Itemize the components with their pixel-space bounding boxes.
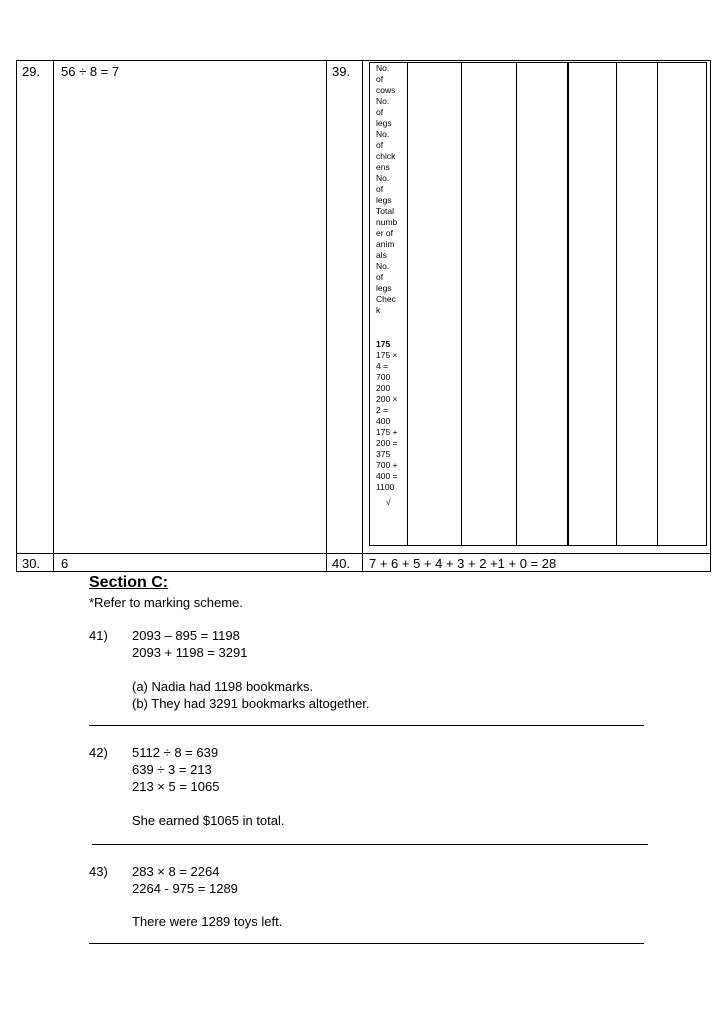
grid-row-label: No. (376, 173, 390, 183)
grid-row-label: legs (376, 283, 392, 293)
grid-row-label: numb (376, 217, 398, 227)
grid-row-label: als (376, 250, 387, 260)
grid-working-line: 175 + (376, 427, 398, 437)
grid-working-line: 375 (376, 449, 391, 459)
question-number-29: 29. (22, 64, 41, 79)
working-line: 5112 ÷ 8 = 639 (132, 745, 219, 760)
grid-working-line: 200 (376, 383, 391, 393)
grid-working-line: 200 = (376, 438, 398, 448)
answer-30: 6 (61, 556, 69, 571)
grid-row-label: of (376, 74, 384, 84)
question-number-43: 43) (89, 864, 108, 879)
separator-line (92, 844, 648, 845)
answer-29: 56 ÷ 8 = 7 (61, 64, 120, 79)
grid-row-label: legs (376, 118, 392, 128)
grid-row-label: legs (376, 195, 392, 205)
grid-col-3 (516, 62, 517, 546)
grid-border-bottom (369, 545, 706, 546)
grid-working-line: 4 = (376, 361, 389, 371)
question-number-30: 30. (22, 556, 41, 571)
grid-border-left (369, 62, 370, 546)
grid-col-2 (461, 62, 462, 546)
grid-working-line: 175 (376, 339, 391, 349)
grid-working-line: 700 (376, 372, 391, 382)
grid-row-label: anim (376, 239, 395, 249)
grid-working-line: 200 × (376, 394, 398, 404)
grid-row-label: Chec (376, 294, 396, 304)
question-number-42: 42) (89, 745, 108, 760)
grid-working-line: 2 = (376, 405, 389, 415)
grid-col-6 (657, 62, 658, 546)
grid-row-label: No. (376, 129, 390, 139)
grid-row-label: of (376, 272, 384, 282)
grid-row-label: Total (376, 206, 394, 216)
grid-working-line: 400 (376, 416, 391, 426)
answer-40: 7 + 6 + 5 + 4 + 3 + 2 +1 + 0 = 28 (369, 556, 557, 571)
grid-border-right (706, 62, 707, 546)
working-line: 639 ÷ 3 = 213 (132, 762, 212, 777)
working-line: 2093 – 895 = 1198 (132, 628, 240, 643)
table-border-bottom (16, 571, 710, 572)
grid-col-5 (616, 62, 617, 546)
table-border-mid (16, 553, 710, 554)
grid-row-label: No. (376, 96, 390, 106)
table-col-divider-1 (53, 60, 54, 572)
marking-scheme-note: *Refer to marking scheme. (89, 595, 243, 610)
grid-working-line: 400 = (376, 471, 398, 481)
grid-border-top (369, 62, 706, 63)
grid-row-label: k (376, 305, 381, 315)
grid-working-line: 175 × (376, 350, 398, 360)
answer-statement: There were 1289 toys left. (132, 914, 283, 929)
table-border-right (710, 60, 711, 572)
question-number-41: 41) (89, 628, 108, 643)
table-border-left (16, 60, 17, 572)
working-line: 283 × 8 = 2264 (132, 864, 220, 879)
question-number-39: 39. (332, 64, 351, 79)
grid-working-line: 700 + (376, 460, 398, 470)
table-col-divider-3 (362, 60, 363, 572)
grid-row-label: of (376, 184, 384, 194)
grid-col-4 (567, 62, 569, 546)
answer-statement: She earned $1065 in total. (132, 813, 285, 828)
grid-col-1 (407, 62, 408, 546)
table-border-top (16, 60, 710, 61)
working-line: 213 × 5 = 1065 (132, 779, 220, 794)
grid-row-label: chick (376, 151, 396, 161)
check-mark: √ (386, 497, 391, 507)
question-number-40: 40. (332, 556, 351, 571)
grid-working-line: 1100 (376, 482, 395, 492)
grid-row-label: cows (376, 85, 396, 95)
answer-statement: (a) Nadia had 1198 bookmarks. (132, 679, 314, 694)
grid-row-label: of (376, 107, 384, 117)
grid-row-label: er of (376, 228, 394, 238)
working-line: 2264 - 975 = 1289 (132, 881, 238, 896)
working-line: 2093 + 1198 = 3291 (132, 645, 248, 660)
grid-row-label: of (376, 140, 384, 150)
table-col-divider-2 (326, 60, 327, 572)
grid-row-label: No. (376, 261, 390, 271)
separator-line (89, 943, 644, 944)
grid-working (376, 339, 406, 493)
grid-row-label: No. (376, 63, 390, 73)
separator-line (89, 725, 644, 726)
answer-statement: (b) They had 3291 bookmarks altogether. (132, 696, 370, 711)
section-title: Section C: (89, 574, 169, 591)
grid-row-labels (376, 63, 406, 316)
grid-row-label: ens (376, 162, 390, 172)
